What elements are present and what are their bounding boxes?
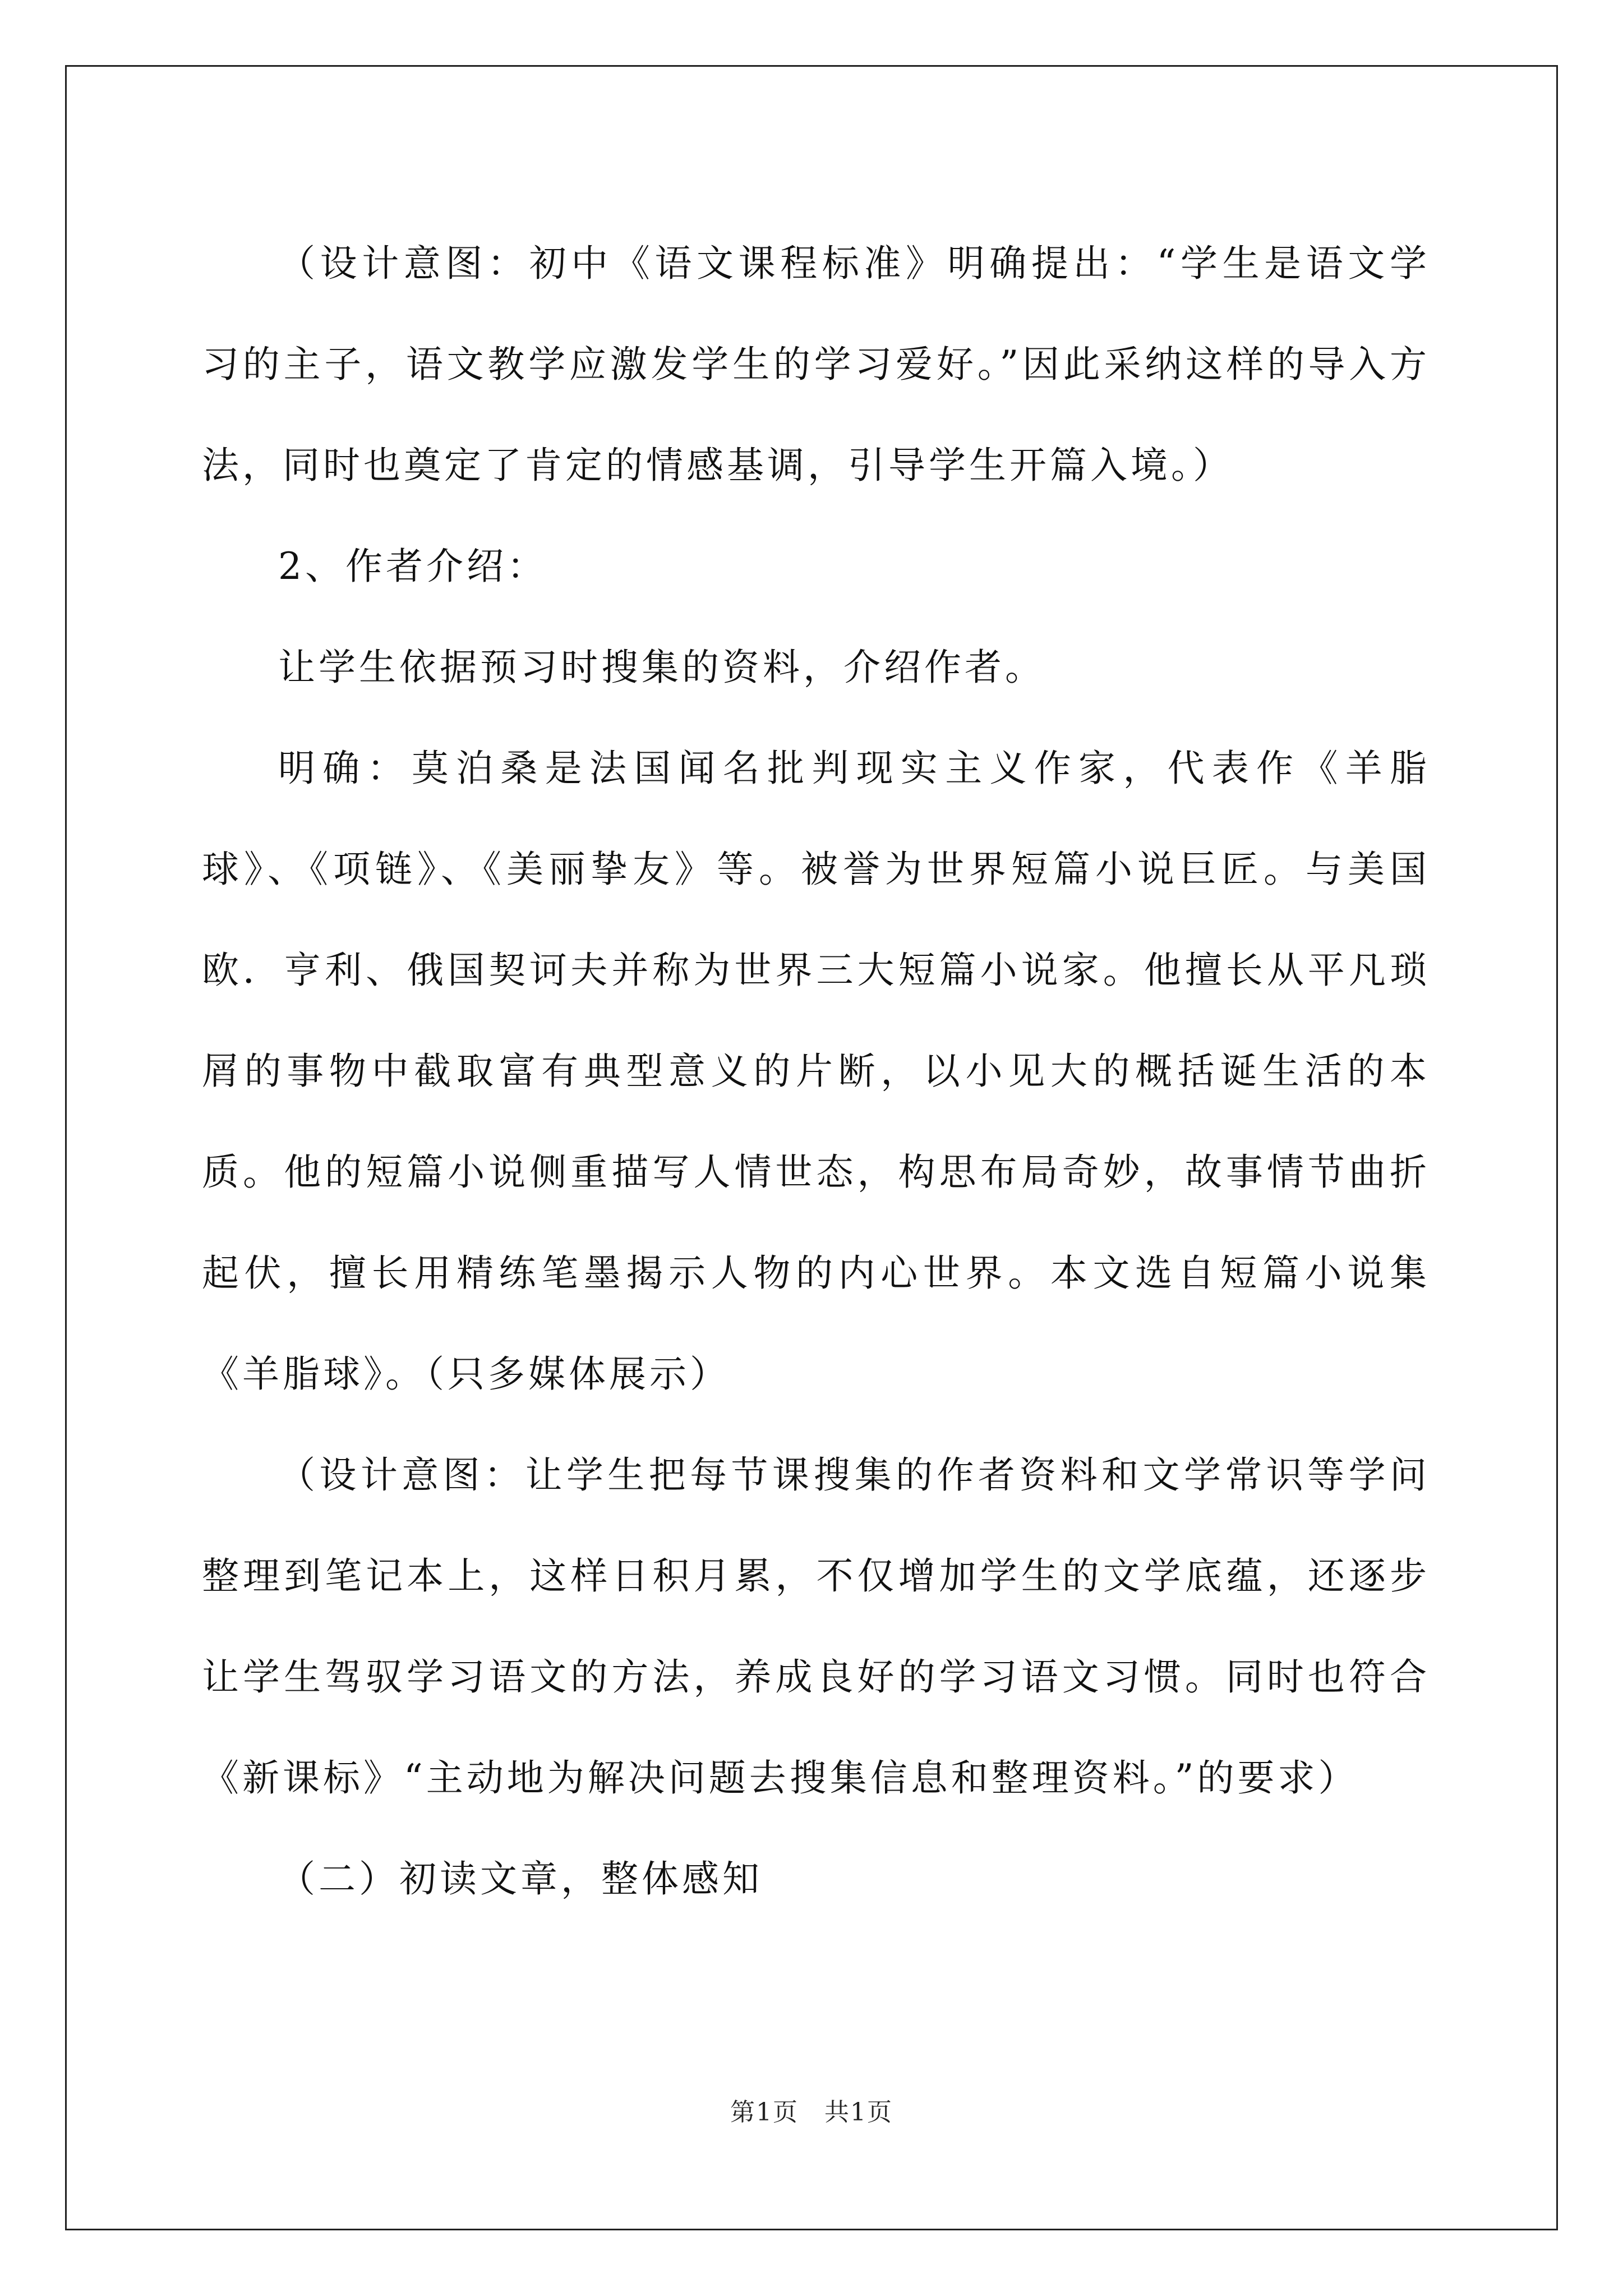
document-body [202,213,1430,1930]
paragraph-author-bio: 明确：莫泊桑是法国闻名批判现实主义作家，代表作《羊脂球》、《项链》、《美丽挚友》等。被誉为世界短篇小说巨匠。与美国欧．亨利、俄国契诃夫并称为世界三大短篇小说家。他擅长从平凡琐屑的事物中截取富有典型意义的片断，以小见大的概括诞生活的本质。他的短篇小说侧重描写人情世态，构思布局奇妙，故事情节曲折起伏，擅长用精练笔墨揭示人物的内心世界。本文选自短篇小说集《羊脂球》。（只多媒体展示） [202,747,1430,1396]
paragraph-section-heading: （二）初读文章，整体感知 [278,1857,763,1901]
paragraph-design-intent-1: （设计意图：初中《语文课程标准》明确提出：“学生是语文学习的主子，语文教学应激发学生的学习爱好。”因此采纳这样的导入方法，同时也奠定了肯定的情感基调，引导学生开篇入境。） [202,242,1430,487]
paragraph-author-instruction: 让学生依据预习时搜集的资料，介绍作者。 [278,646,1045,689]
paragraph-author-heading: 2、作者介绍： [278,545,547,588]
page-number-footer: 第1页 共1页 [730,2098,893,2127]
paragraph-design-intent-2: （设计意图：让学生把每节课搜集的作者资料和文学常识等学问整理到笔记本上，这样日积月累，不仅增加学生的文学底蕴，还逐步让学生驾驭学习语文的方法，养成良好的学习语文习惯。同时也符合《新课标》“主动地为解决问题去搜集信息和整理资料。”的要求） [202,1453,1430,1800]
